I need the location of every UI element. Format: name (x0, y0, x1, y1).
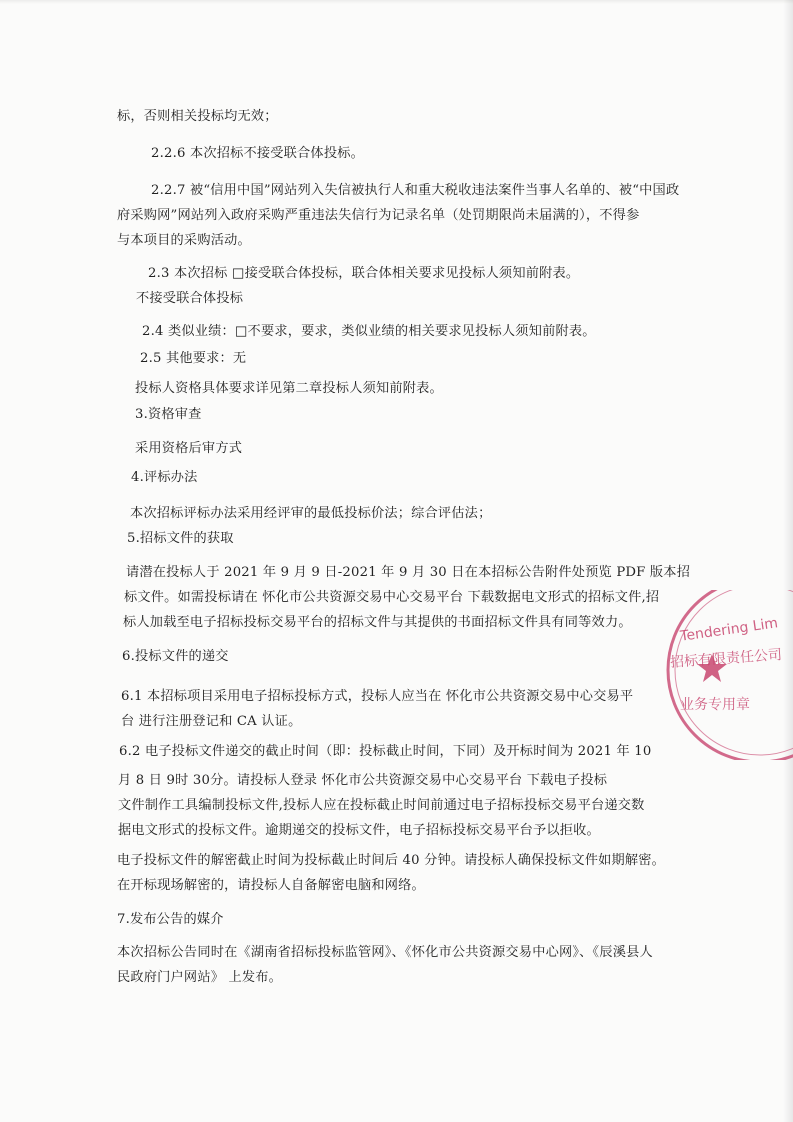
text-line: 不接受联合体投标 (136, 291, 244, 306)
section-heading: 7.发布公告的媒介 (117, 912, 224, 927)
text-line: 2.2.7 被“信用中国”网站列入失信被执行人和重大税收违法案件当事人名单的、被“中国政 (151, 183, 680, 198)
page-top-edge (0, 0, 793, 4)
text-line: 标人加载至电子招标投标交易平台的招标文件与其提供的书面招标文件具有同等效力。 (123, 615, 632, 630)
text-line: 与本项目的采购活动。 (117, 233, 251, 248)
text-line: 2.3 本次招标 □接受联合体投标，联合体相关要求见投标人须知前附表。 (148, 266, 580, 281)
text-line: 6.1 本招标项目采用电子招标投标方式，投标人应当在 怀化市公共资源交易中心交易平 (121, 689, 634, 704)
text-line: 民政府门户网站》 上发布。 (117, 970, 283, 985)
section-heading: 5.招标文件的获取 (127, 531, 234, 546)
text-line: 标文件。如需投标请在 怀化市公共资源交易中心交易平台 下载数据电文形式的招标文件,招 (124, 590, 660, 605)
text-line: 2.4 类似业绩：□不要求，要求，类似业绩的相关要求见投标人须知前附表。 (142, 324, 596, 339)
seal-label: 业务专用章 (680, 697, 750, 713)
seal-arc-text: Tendering Lim (679, 615, 779, 645)
text-line: 据电文形式的投标文件。逾期递交的投标文件，电子招标投标交易平台予以拒收。 (118, 823, 600, 838)
text-line: 在开标现场解密的，请投标人自备解密电脑和网络。 (117, 878, 425, 893)
page-right-edge (783, 0, 793, 1122)
text-line: 本次招标公告同时在《湖南省招标投标监管网》、《怀化市公共资源交易中心网》、《辰溪县人 (117, 945, 653, 960)
text-line: 投标人资格具体要求详见第二章投标人须知前附表。 (135, 381, 443, 396)
section-heading: 4.评标办法 (131, 470, 198, 485)
text-line: 本次招标评标办法采用经评审的最低投标价法；综合评估法； (130, 506, 492, 521)
text-line: 请潜在投标人于 2021 年 9 月 9 日-2021 年 9 月 30 日在本招标公告附件处预览 PDF 版本招 (126, 565, 691, 580)
section-heading: 3.资格审查 (135, 407, 202, 422)
section-heading: 6.投标文件的递交 (122, 649, 229, 664)
text-line: 台 进行注册登记和 CA 认证。 (121, 714, 302, 729)
text-line: 2.5 其他要求：无 (140, 351, 247, 366)
text-line: 月 8 日 9时 30分。请投标人登录 怀化市公共资源交易中心交易平台 下载电子投标 (118, 773, 608, 788)
text-line: 府采购网”网站列入政府采购严重违法失信行为记录名单（处罚期限尚未届满的），不得参 (117, 208, 640, 223)
text-line: 电子投标文件的解密截止时间为投标截止时间后 40 分钟。请投标人确保投标文件如期解密。 (117, 853, 666, 868)
text-line: 2.2.6 本次招标不接受联合体投标。 (151, 146, 364, 161)
text-line: 文件制作工具编制投标文件,投标人应在投标截止时间前通过电子招标投标交易平台递交数 (118, 798, 645, 813)
seal-company-name: 招标有限责任公司 (669, 647, 783, 671)
text-line: 采用资格后审方式 (135, 441, 243, 456)
text-line: 标，否则相关投标均无效； (117, 109, 278, 124)
text-line: 6.2 电子投标文件递交的截止时间（即：投标截止时间，下同）及开标时间为 2021 年 10 (119, 744, 652, 759)
company-seal-stamp (650, 590, 793, 760)
